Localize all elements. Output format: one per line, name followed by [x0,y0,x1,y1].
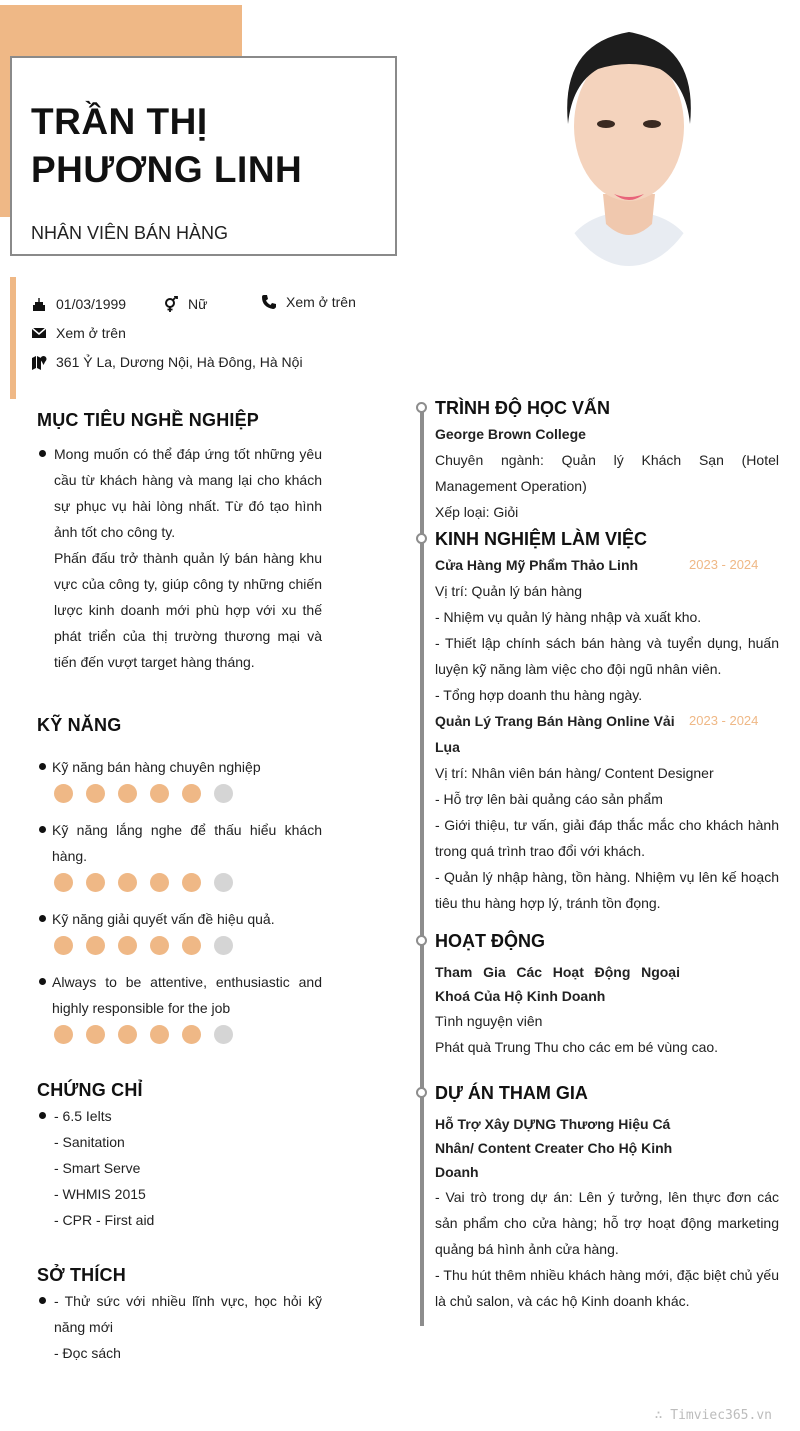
skills-list [37,754,322,1044]
bullet-dot [39,1297,46,1304]
grade: Xếp loại: Giỏi [435,504,519,520]
career-goal [37,441,322,675]
map-marker-icon [30,353,48,371]
bullet-dot [39,763,46,770]
certificate-item: - CPR - First aid [54,1212,155,1228]
timeline-node [416,1087,427,1098]
skill-item [37,969,322,1044]
certificate-item: - WHMIS 2015 [54,1186,146,1202]
bullet-dot [39,450,46,457]
skills-title: KỸ NĂNG [37,715,122,735]
experience-section [419,526,779,916]
phone-icon [260,293,278,311]
timeline-node [416,402,427,413]
skill-rating [54,784,322,803]
bullet-dot [39,826,46,833]
email-row [30,324,126,342]
activity-role: Tình nguyện viên [435,1013,543,1029]
project-name: Hỗ Trợ Xây DỰNG Thương Hiệu Cá Nhân/ Content Creater Cho Hộ Kinh Doanh [435,1116,673,1180]
skill-rating [54,936,322,955]
address: 361 Ỷ La, Dương Nội, Hà Đông, Hà Nội [56,354,303,370]
activity-org: Tham Gia Các Hoạt Động Ngoại Khoá Của Hộ Kinh Doanh [435,964,680,1004]
activity-desc: Phát quà Trung Thu cho các em bé vùng cao. [435,1039,719,1055]
bullet-dot [39,978,46,985]
education-section [419,395,779,525]
birthday: 01/03/1999 [56,296,127,312]
experience-title: KINH NGHIỆM LÀM VIỆC [435,529,648,549]
bullet-dot [39,915,46,922]
job-period: 2023 - 2024 [689,713,759,728]
hobbies-list [37,1288,322,1366]
mail-icon [30,324,48,342]
skill-item [37,906,322,955]
career-goal-text-2: Phấn đấu trở thành quản lý bán hàng khu vực của công ty, giúp công ty những chiến lược kinh doanh mới phù hợp với xu thế phát triển của thị trường thương mại và tiến đến vượt target hàng tháng. [54,550,322,670]
certificates-list [37,1103,322,1233]
cake-icon [30,295,48,313]
job-duty: - Quản lý nhập hàng, tồn hàng. Nhiệm vụ lên kế hoạch tiêu thu hàng hợp lý, tránh tồn đọng. [435,869,779,911]
education-title: TRÌNH ĐỘ HỌC VẤN [435,398,610,418]
gender-icon [162,295,180,313]
certificates-title: CHỨNG CHỈ [37,1080,143,1100]
job-header [435,708,779,760]
hobbies-title: SỞ THÍCH [37,1265,126,1285]
candidate-name: TRẦN THỊ PHƯƠNG LINH [31,101,303,190]
major: Chuyên ngành: Quản lý Khách Sạn (Hotel Management Operation) [435,452,779,494]
job-duty: - Nhiệm vụ quản lý hàng nhập và xuất kho. [435,609,702,625]
skill-label: Kỹ năng lắng nghe để thấu hiểu khách hàng. [52,822,322,864]
timeline-node [416,533,427,544]
school-name: George Brown College [435,426,586,442]
activities-section [419,928,779,1060]
birthday-row [30,295,126,313]
left-column [37,410,322,1366]
bullet-dot [39,1112,46,1119]
contact-info [10,277,390,399]
skill-rating [54,1025,322,1044]
watermark: ∴ Timviec365.vn [654,1408,772,1423]
job-position: Vị trí: Quản lý bán hàng [435,583,583,599]
projects-section [419,1080,779,1314]
job-period: 2023 - 2024 [689,557,759,572]
hobby-item: - Thử sức với nhiều lĩnh vực, học hỏi kỹ năng mới [54,1293,322,1335]
certificate-item: - 6.5 Ielts [54,1108,112,1124]
projects-title: DỰ ÁN THAM GIA [435,1083,588,1103]
certificate-item: - Smart Serve [54,1160,141,1176]
name-box [10,56,397,256]
skill-label: Kỹ năng bán hàng chuyên nghiệp [52,759,261,775]
job-position: Vị trí: Nhân viên bán hàng/ Content Designer [435,765,714,781]
job-header [435,552,779,578]
activities-title: HOẠT ĐỘNG [435,931,545,951]
career-goal-text-1: Mong muốn có thể đáp ứng tốt những yêu cầu từ khách hàng và mang lại cho khách sự phục vụ hài lòng nhất. Từ đó tạo hình ảnh tốt cho công ty. [54,446,322,540]
address-row [30,353,303,371]
project-detail: - Vai trò trong dự án: Lên ý tưởng, lên thực đơn các sản phẩm cho cửa hàng; hỗ trợ hoạt động marketing quảng bá hình ảnh cửa hàng. [435,1189,779,1257]
timeline-node [416,935,427,946]
skill-item [37,754,322,803]
career-goal-title: MỤC TIÊU NGHỀ NGHIỆP [37,410,260,430]
job-duty: - Thiết lập chính sách bán hàng và tuyển dụng, huấn luyện kỹ năng làm việc cho đội ngũ nhân viên. [435,635,779,677]
skill-label: Kỹ năng giải quyết vấn đề hiệu quả. [52,911,275,927]
phone: Xem ở trên [286,294,356,310]
job-duty: - Hỗ trợ lên bài quảng cáo sản phẩm [435,791,663,807]
email: Xem ở trên [56,325,126,341]
job-duty: - Tổng hợp doanh thu hàng ngày. [435,687,643,703]
gender: Nữ [188,296,208,312]
skill-rating [54,873,322,892]
hobby-item: - Đọc sách [54,1345,121,1361]
job-title: NHÂN VIÊN BÁN HÀNG [31,223,229,243]
profile-photo [548,14,710,266]
job-duty: - Giới thiệu, tư vấn, giải đáp thắc mắc cho khách hành trong quá trình trao đổi với khách. [435,817,779,859]
project-detail: - Thu hút thêm nhiều khách hàng mới, đặc biệt chủ yếu là chủ salon, và các hộ Kinh doanh khác. [435,1267,779,1309]
company-name: Cửa Hàng Mỹ Phẩm Thảo Linh [435,557,639,573]
skill-item [37,817,322,892]
company-name: Quản Lý Trang Bán Hàng Online Vải Lụa [435,713,675,755]
gender-row [162,295,207,313]
skill-label: Always to be attentive, enthusiastic and highly responsible for the job [52,974,322,1016]
phone-row [260,293,356,311]
certificate-item: - Sanitation [54,1134,125,1150]
